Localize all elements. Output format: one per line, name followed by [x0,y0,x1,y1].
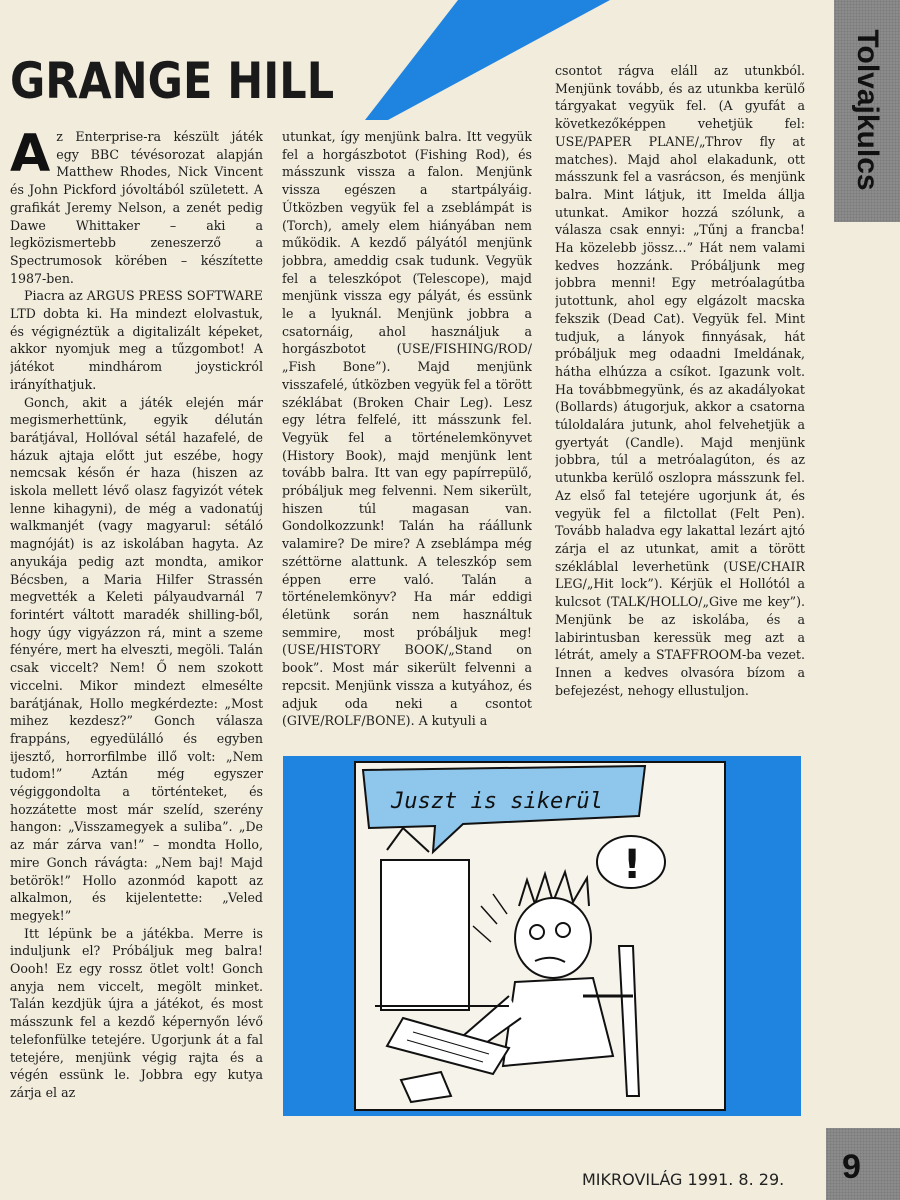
paragraph: Az Enterprise-ra készült játék egy BBC tévésorozat alapján Matthew Rhodes, Nick Vincent és John Pickford jóvoltából született. A grafikát Jeremy Nelson, a zenét pedig Dawe Whittaker – aki a legközismertebb zeneszerző a Spectrumosok körében – készítette 1987-ben. [10,128,263,286]
article-column-1 [10,128,263,1146]
article-column-3 [555,62,805,750]
exclamation-mark: ! [623,842,642,888]
speech-bubble-text: Juszt is sikerül [391,789,603,814]
paragraph: csontot rágva eláll az utunkból. Menjünk tovább, és az utunkba kerülő tárgyakat vegyük fel. (A gyufát a következőképpen vehetjük fel: USE/PAPER PLANE/„Throv fly at matches). Majd ahol elakadunk, ott másszunk fel a vasrácson, és menjünk balra. Mint látjuk, itt Imelda állja utunkat. Amikor hozzá szólunk, a válasza csak ennyi: „Tűnj a francba! Ha közelebb jössz…” Hát nem valami kedves hozzánk. Próbáljunk meg jobbra menni! Egy metróalagútba jutottunk, ahol egy elgázolt macska fekszik (Dead Cat). Vegyük fel. Mint tudjuk, a lányok finnyásak, hát próbáljuk meg odaadni Imeldának, hátha elhúzza a csíkot. Igazunk volt. Ha továbbmegyünk, és az akadályokat (Bollards) átugorjuk, akkor a csatorna túloldalára jutunk, ahol felvehetjük a gyertyát (Candle). Majd menjünk jobbra, túl a metróalagúton, és az utunkba kerülő oszlopra másszunk fel. Az első fal tetejére ugorjunk át, és vegyük fel a filctollat (Felt Pen). Tovább haladva egy lakattal lezárt ajtó zárja el az utunkat, amit a törött székláblal leverhetünk (USE/CHAIR LEG/„Hit lock”). Kérjük el Hollótól a kulcsot (TALK/HOLLO/„Give me key”). Menjünk be az iskolába, és a labirintusban keressük meg azt a létrát, amely a STAFFROOM-ba vezet. Innen a kedves olvasóra bízom a befejezést, nehogy ellustuljon. [555,63,805,698]
article-column-2 [282,128,532,750]
footer-magazine: MIKROVILÁG 1991. 8. 29. [582,1170,785,1189]
section-tab-label: Tolvajkulcs [851,29,884,191]
page-number: 9 [842,1148,861,1186]
computer-monitor [381,860,469,1010]
character-body [503,978,613,1066]
paragraph: Itt lépünk be a játékba. Merre is induljunk el? Próbáljuk meg balra! Oooh! Ez egy rossz ötlet volt! Gonch anyja nem viccelt, megölt minket. Talán kezdjük újra a játékot, és most másszunk fel a kezdő képernyőn lévő telefonfülke tetejére. Ugorjunk át a fal tetejére, menjünk végig rajta és a végén essünk le. Jobbra egy kutya zárja el az [10,925,263,1100]
paragraph: utunkat, így menjünk balra. Itt vegyük fel a horgászbotot (Fishing Rod), és másszunk vissza a falon. Menjünk vissza egészen a startpályáig. Útközben vegyük fel a zseblámpát is (Torch), amely elem hiányában nem működik. A kezdő pályától menjünk jobbra, ameddig csak tudunk. Vegyük fel a teleszkópot (Telescope), majd menjünk vissza egy pályát, és essünk le a lyuknál. Menjünk jobbra a csatornáig, ahol használjuk a horgászbotot (USE/FISHING/ROD/„Fish Bone”). Majd menjünk visszafelé, útközben vegyük fel a törött széklábat (Broken Chair Leg). Lesz egy létra felfelé, itt másszunk fel. Vegyük fel a történelemkönyvet (History Book), majd menjünk lent tovább balra. Itt van egy papírrepülő, próbáljuk meg felvenni. Nem sikerült, hiszen túl magasan van. Gondolkozzunk! Talán ha ráállunk valamire? De mire? A zseblámpa még széttörne alattunk. A teleszkóp sem éppen erre való. Talán a történelemkönyv? Ha már eddigi életünk során nem használtuk semmire, most próbáljuk meg! (USE/HISTORY BOOK/„Stand on book”. Most már sikerült felvenni a repcsit. Menjünk vissza a kutyához, és adjuk oda neki a csontot (GIVE/ROLF/BONE). A kutyuli a [282,129,532,729]
cartoon-illustration [283,756,801,1116]
section-tab [834,0,900,222]
paragraph: Piacra az ARGUS PRESS SOFTWARE LTD dobta ki. Ha mindezt elolvastuk, és végignéztük a digitalizált képeket, akkor nyomjuk meg a tűzgombot! A játékot mindhárom joystickról irányíthatjuk. [10,288,263,392]
drop-cap: A [10,128,51,184]
page-number-box [826,1128,900,1200]
page-title: GRANGE HILL [10,52,335,110]
character-head [515,898,591,978]
paragraph: Gonch, akit a játék elején már megismerhettünk, egyik délután barátjával, Hollóval sétál hazafelé, de házuk ajtaja előtt jut eszébe, hogy nemcsak későn ér haza (hiszen az iskola mellett lévő olasz fagyizót vétek lenne kihagyni), de még a vadonatúj walkmanjét (vagy magyarul: sétáló magnóját) is az iskolában hagyta. Az anyukája pedig azt mondta, amikor Bécsben, a Maria Hilfer Strassén megvették a Keleti pályaudvarnál 7 forintért váltott maradék shilling-ből, hogy úgy vigyázzon rá, mint a szeme fényére, mert ha elveszti, megöli. Talán csak viccelt? Nem! Ő nem szokott viccelni. Mikor mindezt elmesélte barátjának, Hollo megkérdezte: „Most mihez kezdesz?” Gonch válasza frappáns, egyedülálló és egyben ijesztő, horrorfilmbe illő volt: „Nem tudom!” Aztán még egyszer végiggondolta a történteket, és hozzátette most már szelíd, szerény hangon: „Visszamegyek a suliba”. „De az már zárva van!” – mondta Hollo, mire Gonch rávágta: „Nem baj! Majd betörök!” Hollo azonmód kapott az alkalmon, és kijelentette: „Veled megyek!” [10,394,263,923]
